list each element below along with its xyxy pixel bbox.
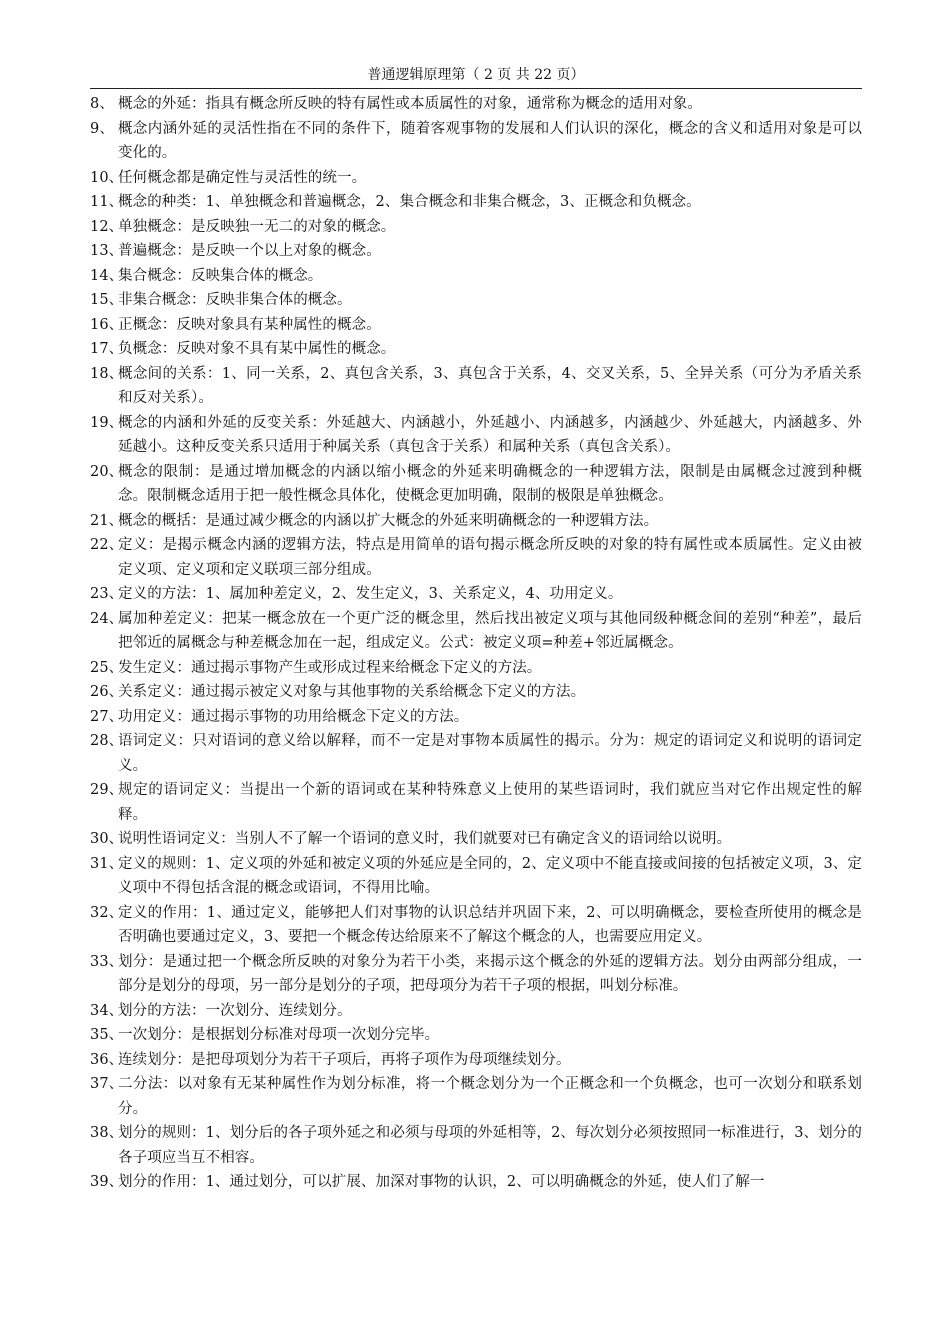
item-text: 任何概念都是确定性与灵活性的统一。 xyxy=(118,169,367,186)
item-text: 集合概念：反映集合体的概念。 xyxy=(118,267,323,284)
list-item xyxy=(90,950,862,999)
item-text: 普遍概念：是反映一个以上对象的概念。 xyxy=(118,243,381,259)
item-text: 语词定义：只对语词的意义给以解释，而不一定是对事物本质属性的揭示。分为：规定的语词定义和说明的语词定义。 xyxy=(118,733,862,774)
item-number: 23、 xyxy=(90,586,124,602)
item-number: 34、 xyxy=(90,1002,124,1019)
item-number: 11、 xyxy=(90,194,124,210)
item-number: 27、 xyxy=(90,708,124,725)
item-text: 划分的规则：1、划分后的各子项外延之和必须与母项的外延相等，2、每次划分必须按照同一标准进行，3、划分的各子项应当互不相容。 xyxy=(118,1125,862,1166)
item-text: 连续划分：是把母项划分为若干子项后，再将子项作为母项继续划分。 xyxy=(118,1051,571,1068)
item-number: 15、 xyxy=(90,292,124,308)
list-item xyxy=(90,656,862,681)
list-item xyxy=(90,1072,862,1121)
list-item xyxy=(90,264,862,289)
item-number: 33、 xyxy=(90,953,124,970)
item-text: 非集合概念：反映非集合体的概念。 xyxy=(118,292,352,308)
item-number: 20、 xyxy=(90,463,124,480)
list-item xyxy=(90,239,862,264)
item-list xyxy=(90,92,862,1195)
item-text: 划分的方法：一次划分、连续划分。 xyxy=(118,1002,352,1019)
item-number: 24、 xyxy=(90,610,124,627)
item-number: 10、 xyxy=(90,169,124,186)
item-number: 18、 xyxy=(90,365,124,382)
item-text: 概念的种类：1、单独概念和普遍概念，2、集合概念和非集合概念，3、正概念和负概念。 xyxy=(118,194,701,210)
item-number: 21、 xyxy=(90,512,124,529)
item-text: 概念间的关系：1、同一关系，2、真包含关系，3、真包含于关系，4、交叉关系，5、全异关系（可分为矛盾关系和反对关系）。 xyxy=(118,365,862,406)
item-text: 定义的作用：1、通过定义，能够把人们对事物的认识总结并巩固下来，2、可以明确概念，要检查所使用的概念是否明确也要通过定义，3、要把一个概念传达给原来不了解这个概念的人，也需要应用定义。 xyxy=(118,904,862,945)
item-number: 28、 xyxy=(90,733,124,749)
item-number: 14、 xyxy=(90,267,124,284)
list-item xyxy=(90,1048,862,1073)
item-number: 13、 xyxy=(90,243,124,259)
item-number: 16、 xyxy=(90,316,124,333)
item-text: 概念的外延：指具有概念所反映的特有属性或本质属性的对象，通常称为概念的适用对象。 xyxy=(118,96,702,112)
item-text: 概念的概括：是通过减少概念的内涵以扩大概念的外延来明确概念的一种逻辑方法。 xyxy=(118,512,659,529)
item-number: 36、 xyxy=(90,1051,124,1068)
list-item xyxy=(90,1023,862,1048)
list-item xyxy=(90,680,862,705)
list-item xyxy=(90,1121,862,1170)
list-item xyxy=(90,705,862,730)
list-item xyxy=(90,778,862,827)
item-number: 12、 xyxy=(90,218,124,235)
item-number: 8、 xyxy=(90,96,114,112)
item-number: 19、 xyxy=(90,414,124,431)
item-text: 说明性语词定义：当别人不了解一个语词的意义时，我们就要对已有确定含义的语词给以说明。 xyxy=(118,831,732,847)
item-number: 39、 xyxy=(90,1174,124,1190)
item-text: 定义的规则：1、定义项的外延和被定义项的外延应是全同的，2、定义项中不能直接或间接的包括被定义项，3、定义项中不得包括含混的概念或语词，不得用比喻。 xyxy=(118,855,862,896)
item-text: 属加种差定义：把某一概念放在一个更广泛的概念里，然后找出被定义项与其他同级种概念间的差别“种差”，最后把邻近的属概念与种差概念加在一起，组成定义。公式：被定义项=种差+邻近属概念。 xyxy=(118,610,862,651)
item-number: 30、 xyxy=(90,831,124,847)
item-text: 概念的限制：是通过增加概念的内涵以缩小概念的外延来明确概念的一种逻辑方法，限制是由属概念过渡到种概念。限制概念适用于把一般性概念具体化，使概念更加明确，限制的极限是单独概念。 xyxy=(118,463,862,504)
header-divider xyxy=(90,88,862,89)
item-text: 定义的方法：1、属加种差定义，2、发生定义，3、关系定义，4、功用定义。 xyxy=(118,586,623,602)
item-text: 定义：是揭示概念内涵的逻辑方法，特点是用简单的语句揭示概念所反映的对象的特有属性或本质属性。定义由被定义项、定义项和定义联项三部分组成。 xyxy=(118,537,862,578)
item-text: 关系定义：通过揭示被定义对象与其他事物的关系给概念下定义的方法。 xyxy=(118,684,586,700)
page-header: 普通逻辑原理第（ 2 页 共 22 页） xyxy=(367,67,585,83)
list-item xyxy=(90,288,862,313)
item-text: 划分：是通过把一个概念所反映的对象分为若干小类，来揭示这个概念的外延的逻辑方法。划分由两部分组成，一部分是划分的母项，另一部分是划分的子项，把母项分为若干子项的根据，叫划分标准。 xyxy=(118,953,862,994)
item-number: 35、 xyxy=(90,1027,124,1043)
item-number: 37、 xyxy=(90,1076,124,1092)
list-item xyxy=(90,607,862,656)
list-item xyxy=(90,362,862,411)
item-text: 一次划分：是根据划分标准对母项一次划分完毕。 xyxy=(118,1027,440,1043)
list-item xyxy=(90,582,862,607)
list-item xyxy=(90,827,862,852)
list-item xyxy=(90,313,862,338)
item-text: 概念的内涵和外延的反变关系：外延越大、内涵越小，外延越小、内涵越多，内涵越少、外延越大，内涵越多、外延越小。这种反变关系只适用于种属关系（真包含于关系）和属种关系（真包含关系）。 xyxy=(118,414,862,455)
list-item xyxy=(90,337,862,362)
item-number: 31、 xyxy=(90,855,124,872)
item-text: 单独概念：是反映独一无二的对象的概念。 xyxy=(118,218,396,235)
list-item xyxy=(90,1170,862,1195)
item-number: 17、 xyxy=(90,341,124,357)
item-text: 概念内涵外延的灵活性指在不同的条件下，随着客观事物的发展和人们认识的深化，概念的含义和适用对象是可以变化的。 xyxy=(118,120,862,161)
list-item xyxy=(90,729,862,778)
item-number: 38、 xyxy=(90,1125,124,1141)
item-text: 规定的语词定义：当提出一个新的语词或在某种特殊意义上使用的某些语词时，我们就应当对它作出规定性的解释。 xyxy=(118,782,862,823)
item-text: 二分法：以对象有无某种属性作为划分标准，将一个概念划分为一个正概念和一个负概念，也可一次划分和联系划分。 xyxy=(118,1076,862,1117)
list-item xyxy=(90,533,862,582)
item-number: 9、 xyxy=(90,120,114,137)
list-item xyxy=(90,166,862,191)
list-item xyxy=(90,999,862,1024)
list-item xyxy=(90,92,862,117)
list-item xyxy=(90,460,862,509)
item-number: 32、 xyxy=(90,904,124,921)
list-item xyxy=(90,215,862,240)
list-item xyxy=(90,901,862,950)
item-text: 功用定义：通过揭示事物的功用给概念下定义的方法。 xyxy=(118,708,469,725)
list-item xyxy=(90,411,862,460)
list-item xyxy=(90,190,862,215)
item-number: 22、 xyxy=(90,537,124,553)
item-number: 26、 xyxy=(90,684,124,700)
item-text: 负概念：反映对象不具有某中属性的概念。 xyxy=(118,341,396,357)
list-item xyxy=(90,852,862,901)
item-text: 正概念：反映对象具有某种属性的概念。 xyxy=(118,316,381,333)
list-item xyxy=(90,117,862,166)
item-number: 25、 xyxy=(90,659,124,676)
item-text: 发生定义：通过揭示事物产生或形成过程来给概念下定义的方法。 xyxy=(118,659,542,676)
item-text: 划分的作用：1、通过划分，可以扩展、加深对事物的认识，2、可以明确概念的外延，使人们了解一 xyxy=(118,1174,765,1190)
list-item xyxy=(90,509,862,534)
item-number: 29、 xyxy=(90,782,124,798)
